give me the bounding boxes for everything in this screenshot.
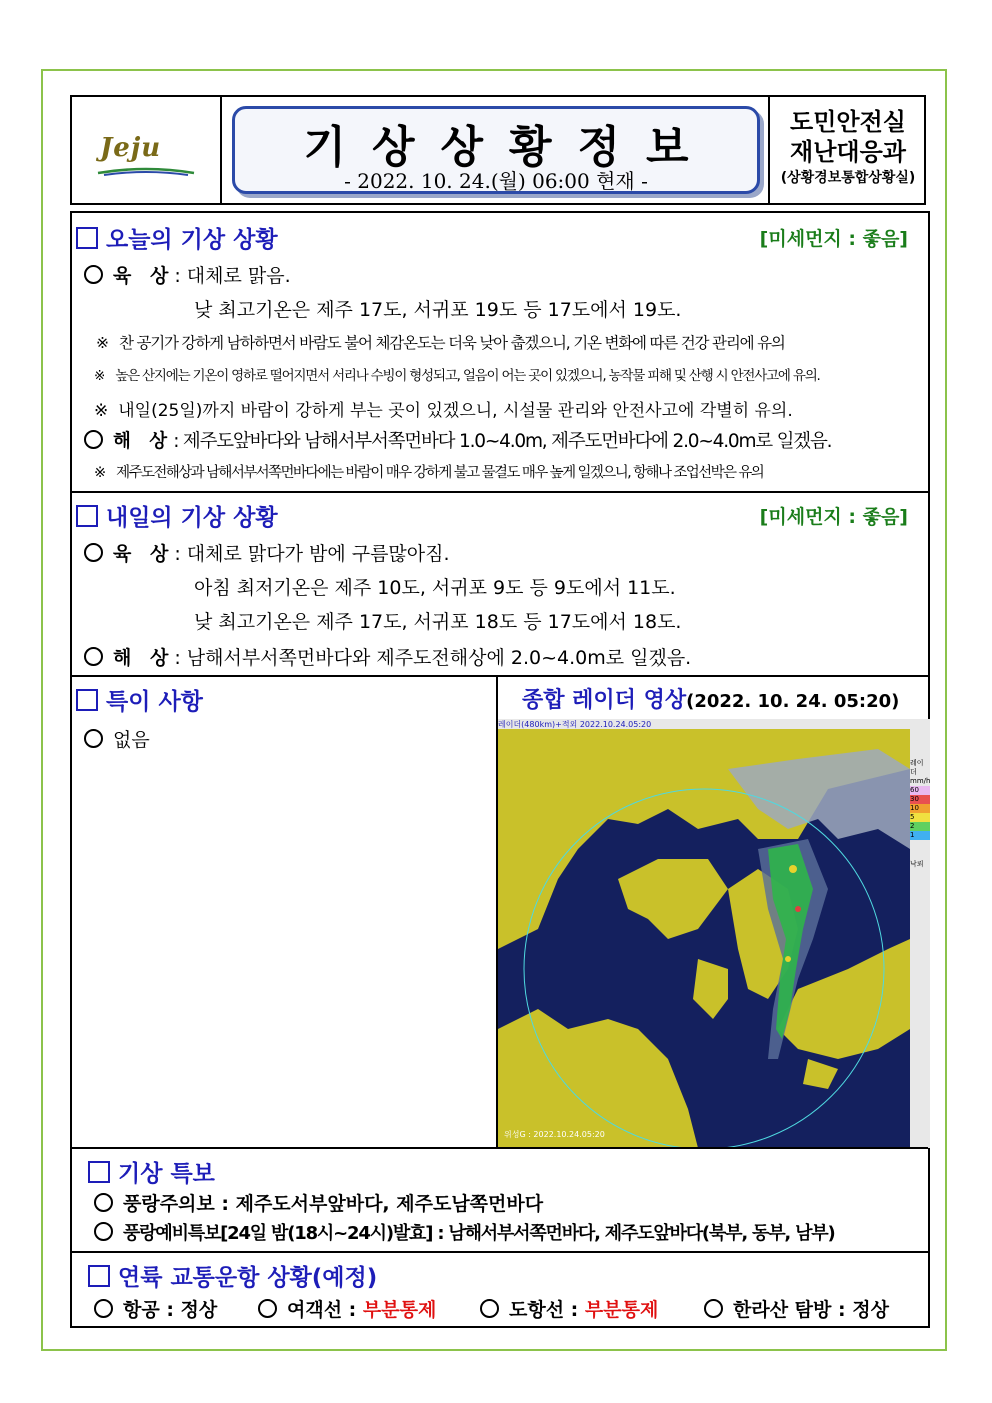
circle-bullet-icon	[84, 729, 103, 748]
radar-image-header: 레이더(480km)+적외 2022.10.24.05:20	[498, 720, 652, 729]
logo	[72, 97, 222, 203]
dept-line2: 재난대응과	[790, 138, 906, 166]
department	[768, 97, 926, 203]
traffic-hallasan: 한라산 탐방 : 정상	[704, 1295, 889, 1322]
circle-bullet-icon	[258, 1299, 277, 1318]
radar-legend: 레이더 mm/h 60 30 10 5 2 1 낙뢰	[910, 759, 931, 868]
today-note-2: ※ 높은 산지에는 기온이 영하로 떨어지면서 서리나 수빙이 형성되고, 얼음이 어는 곳이 있겠으니, 농작물 피해 및 산행 시 안전사고에 유의.	[94, 368, 820, 384]
title-panel	[232, 106, 760, 194]
main-content	[70, 211, 930, 1328]
checkbox-icon	[76, 505, 98, 527]
checkbox-icon	[88, 1265, 110, 1287]
circle-bullet-icon	[94, 1299, 113, 1318]
today-land-temp: 낮 최고기온은 제주 17도, 서귀포 19도 등 17도에서 19도.	[194, 299, 682, 321]
page-title: 기상상황정보	[303, 122, 715, 173]
divider	[72, 1147, 928, 1149]
warning-item-2: 풍랑예비특보[24일 밤(18시~24시)발효] : 남해서부서쪽먼바다, 제주도앞바다(북부, 동부, 남부)	[94, 1219, 835, 1245]
dept-line3: (상황경보통합상황실)	[780, 170, 916, 186]
radar-map	[498, 729, 930, 1148]
radar-image	[498, 719, 930, 1148]
checkbox-icon	[76, 689, 98, 711]
traffic-island-ferry: 도항선 : 부분통제	[480, 1295, 658, 1322]
circle-bullet-icon	[94, 1193, 113, 1212]
circle-bullet-icon	[94, 1222, 113, 1241]
tomorrow-max-temp: 낮 최고기온은 제주 17도, 서귀포 18도 등 17도에서 18도.	[194, 611, 682, 633]
circle-bullet-icon	[84, 647, 103, 666]
warnings-section-title: 기상 특보	[88, 1155, 215, 1188]
today-note-3: ※ 내일(25일)까지 바람이 강하게 부는 곳이 있겠으니, 시설물 관리와 안전사고에 각별히 유의.	[94, 401, 793, 421]
traffic-air: 항공 : 정상	[94, 1295, 217, 1322]
traffic-ferry: 여객선 : 부분통제	[258, 1295, 436, 1322]
circle-bullet-icon	[84, 430, 103, 449]
today-land-row: 육 상: 대체로 맑음.	[84, 261, 291, 288]
page-subtitle: - 2022. 10. 24.(월) 06:00 현재 -	[344, 169, 648, 193]
divider	[72, 491, 928, 493]
tomorrow-min-temp: 아침 최저기온은 제주 10도, 서귀포 9도 등 9도에서 11도.	[194, 577, 676, 599]
circle-bullet-icon	[84, 543, 103, 562]
divider	[72, 1251, 928, 1253]
tomorrow-sea-row: 해 상: 남해서부서쪽먼바다와 제주도전해상에 2.0~4.0m로 일겠음.	[84, 643, 691, 670]
radar-image-footer: 위성G : 2022.10.24.05:20	[504, 1130, 605, 1139]
tomorrow-section-title: 내일의 기상 상황	[76, 499, 278, 532]
circle-bullet-icon	[84, 265, 103, 284]
circle-bullet-icon	[704, 1299, 723, 1318]
today-section-title: 오늘의 기상 상황	[76, 221, 278, 254]
radar-title: 종합 레이더 영상(2022. 10. 24. 05:20)	[522, 688, 900, 713]
header	[70, 95, 926, 205]
traffic-section-title: 연륙 교통운항 상황(예정)	[88, 1259, 377, 1292]
checkbox-icon	[88, 1161, 110, 1183]
divider	[72, 675, 928, 677]
dept-line1: 도민안전실	[790, 108, 906, 136]
logo-swoosh-icon	[96, 167, 196, 177]
special-section-title: 특이 사항	[76, 683, 203, 716]
checkbox-icon	[76, 227, 98, 249]
tomorrow-dust-status: [미세먼지 : 좋음]	[759, 506, 908, 528]
today-note-1: ※ 찬 공기가 강하게 남하하면서 바람도 불어 체감온도는 더욱 낮아 춥겠으니, 기온 변화에 따른 건강 관리에 유의	[96, 334, 785, 352]
logo-text: Jeju	[100, 133, 162, 163]
circle-bullet-icon	[480, 1299, 499, 1318]
tomorrow-land-row: 육 상: 대체로 맑다가 밤에 구름많아짐.	[84, 539, 450, 566]
warning-item-1: 풍랑주의보 : 제주도서부앞바다, 제주도남쪽먼바다	[94, 1189, 543, 1216]
today-note-4: ※ 제주도전해상과 남해서부서쪽먼바다에는 바람이 매우 강하게 불고 물결도 매우 높게 일겠으니, 항해나 조업선박은 유의	[94, 465, 764, 481]
special-item: 없음	[84, 725, 150, 752]
today-dust-status: [미세먼지 : 좋음]	[759, 228, 908, 250]
today-sea-row: 해 상: 제주도앞바다와 남해서부서쪽먼바다 1.0~4.0m, 제주도먼바다에 2.0~4.0m로 일겠음.	[84, 427, 831, 453]
